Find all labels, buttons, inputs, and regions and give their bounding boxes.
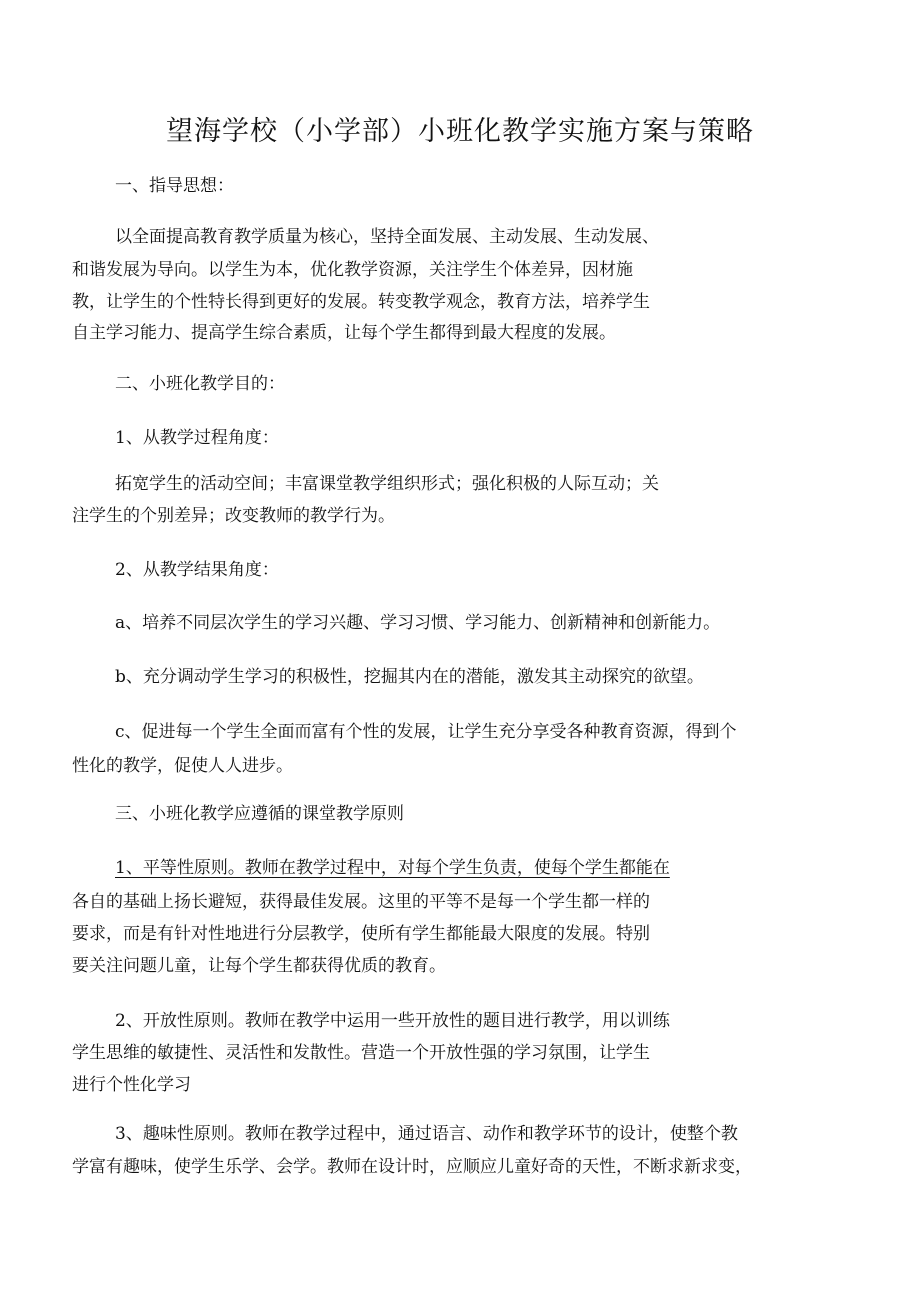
section-2-sub-1-line-2: 注学生的个别差异；改变教师的教学行为。 bbox=[72, 506, 395, 526]
section-3-p2-line-1: 2、开放性原则。教师在教学中运用一些开放性的题目进行教学，用以训练 bbox=[115, 1011, 670, 1031]
section-2-sub-2-heading: 2、从教学结果角度： bbox=[115, 560, 279, 580]
section-1-line-1: 以全面提高教育教学质量为核心，坚持全面发展、主动发展、生动发展、 bbox=[115, 227, 659, 247]
section-3-p1-line-2: 各自的基础上扬长避短，获得最佳发展。这里的平等不是每一个学生都一样的 bbox=[72, 892, 650, 912]
section-2-item-b: b、充分调动学生学习的积极性，挖掘其内在的潜能，激发其主动探究的欲望。 bbox=[115, 667, 704, 687]
section-1-heading: 一、指导思想： bbox=[115, 176, 234, 196]
section-1-line-2: 和谐发展为导向。以学生为本，优化教学资源，关注学生个体差异，因材施 bbox=[72, 260, 633, 280]
section-3-p2-line-3: 进行个性化学习 bbox=[72, 1075, 191, 1095]
section-1-line-3: 教，让学生的个性特长得到更好的发展。转变教学观念，教育方法，培养学生 bbox=[72, 292, 650, 312]
section-3-heading: 三、小班化教学应遵循的课堂教学原则 bbox=[115, 804, 404, 824]
section-2-sub-1-line-1: 拓宽学生的活动空间；丰富课堂教学组织形式；强化积极的人际互动；关 bbox=[115, 474, 659, 494]
section-2-item-c-line-2: 性化的教学，促使人人进步。 bbox=[72, 756, 293, 776]
section-3-p3-line-2: 学富有趣味，使学生乐学、会学。教师在设计时，应顺应儿童好奇的天性，不断求新求变， bbox=[72, 1157, 752, 1177]
section-2-sub-1-heading: 1、从教学过程角度： bbox=[115, 428, 279, 448]
section-1-line-4: 自主学习能力、提高学生综合素质，让每个学生都得到最大程度的发展。 bbox=[72, 323, 616, 343]
section-3-p3-line-1: 3、趣味性原则。教师在教学过程中，通过语言、动作和教学环节的设计，使整个教 bbox=[115, 1124, 738, 1144]
section-2-item-c-line-1: c、促进每一个学生全面而富有个性的发展，让学生充分享受各种教育资源，得到个 bbox=[115, 722, 737, 742]
document-title: 望海学校（小学部）小班化教学实施方案与策略 bbox=[166, 116, 754, 147]
section-3-p2-line-2: 学生思维的敏捷性、灵活性和发散性。营造一个开放性强的学习氛围，让学生 bbox=[72, 1043, 650, 1063]
section-3-p1-line-4: 要关注问题儿童，让每个学生都获得优质的教育。 bbox=[72, 956, 446, 976]
section-2-item-a: a、培养不同层次学生的学习兴趣、学习习惯、学习能力、创新精神和创新能力。 bbox=[115, 613, 721, 633]
section-2-heading: 二、小班化教学目的： bbox=[115, 374, 285, 394]
section-3-p1-line-1: 1、平等性原则。教师在教学过程中，对每个学生负责，使每个学生都能在 bbox=[115, 858, 670, 878]
section-3-p1-line-3: 要求，而是有针对性地进行分层教学，使所有学生都能最大限度的发展。特别 bbox=[72, 924, 650, 944]
